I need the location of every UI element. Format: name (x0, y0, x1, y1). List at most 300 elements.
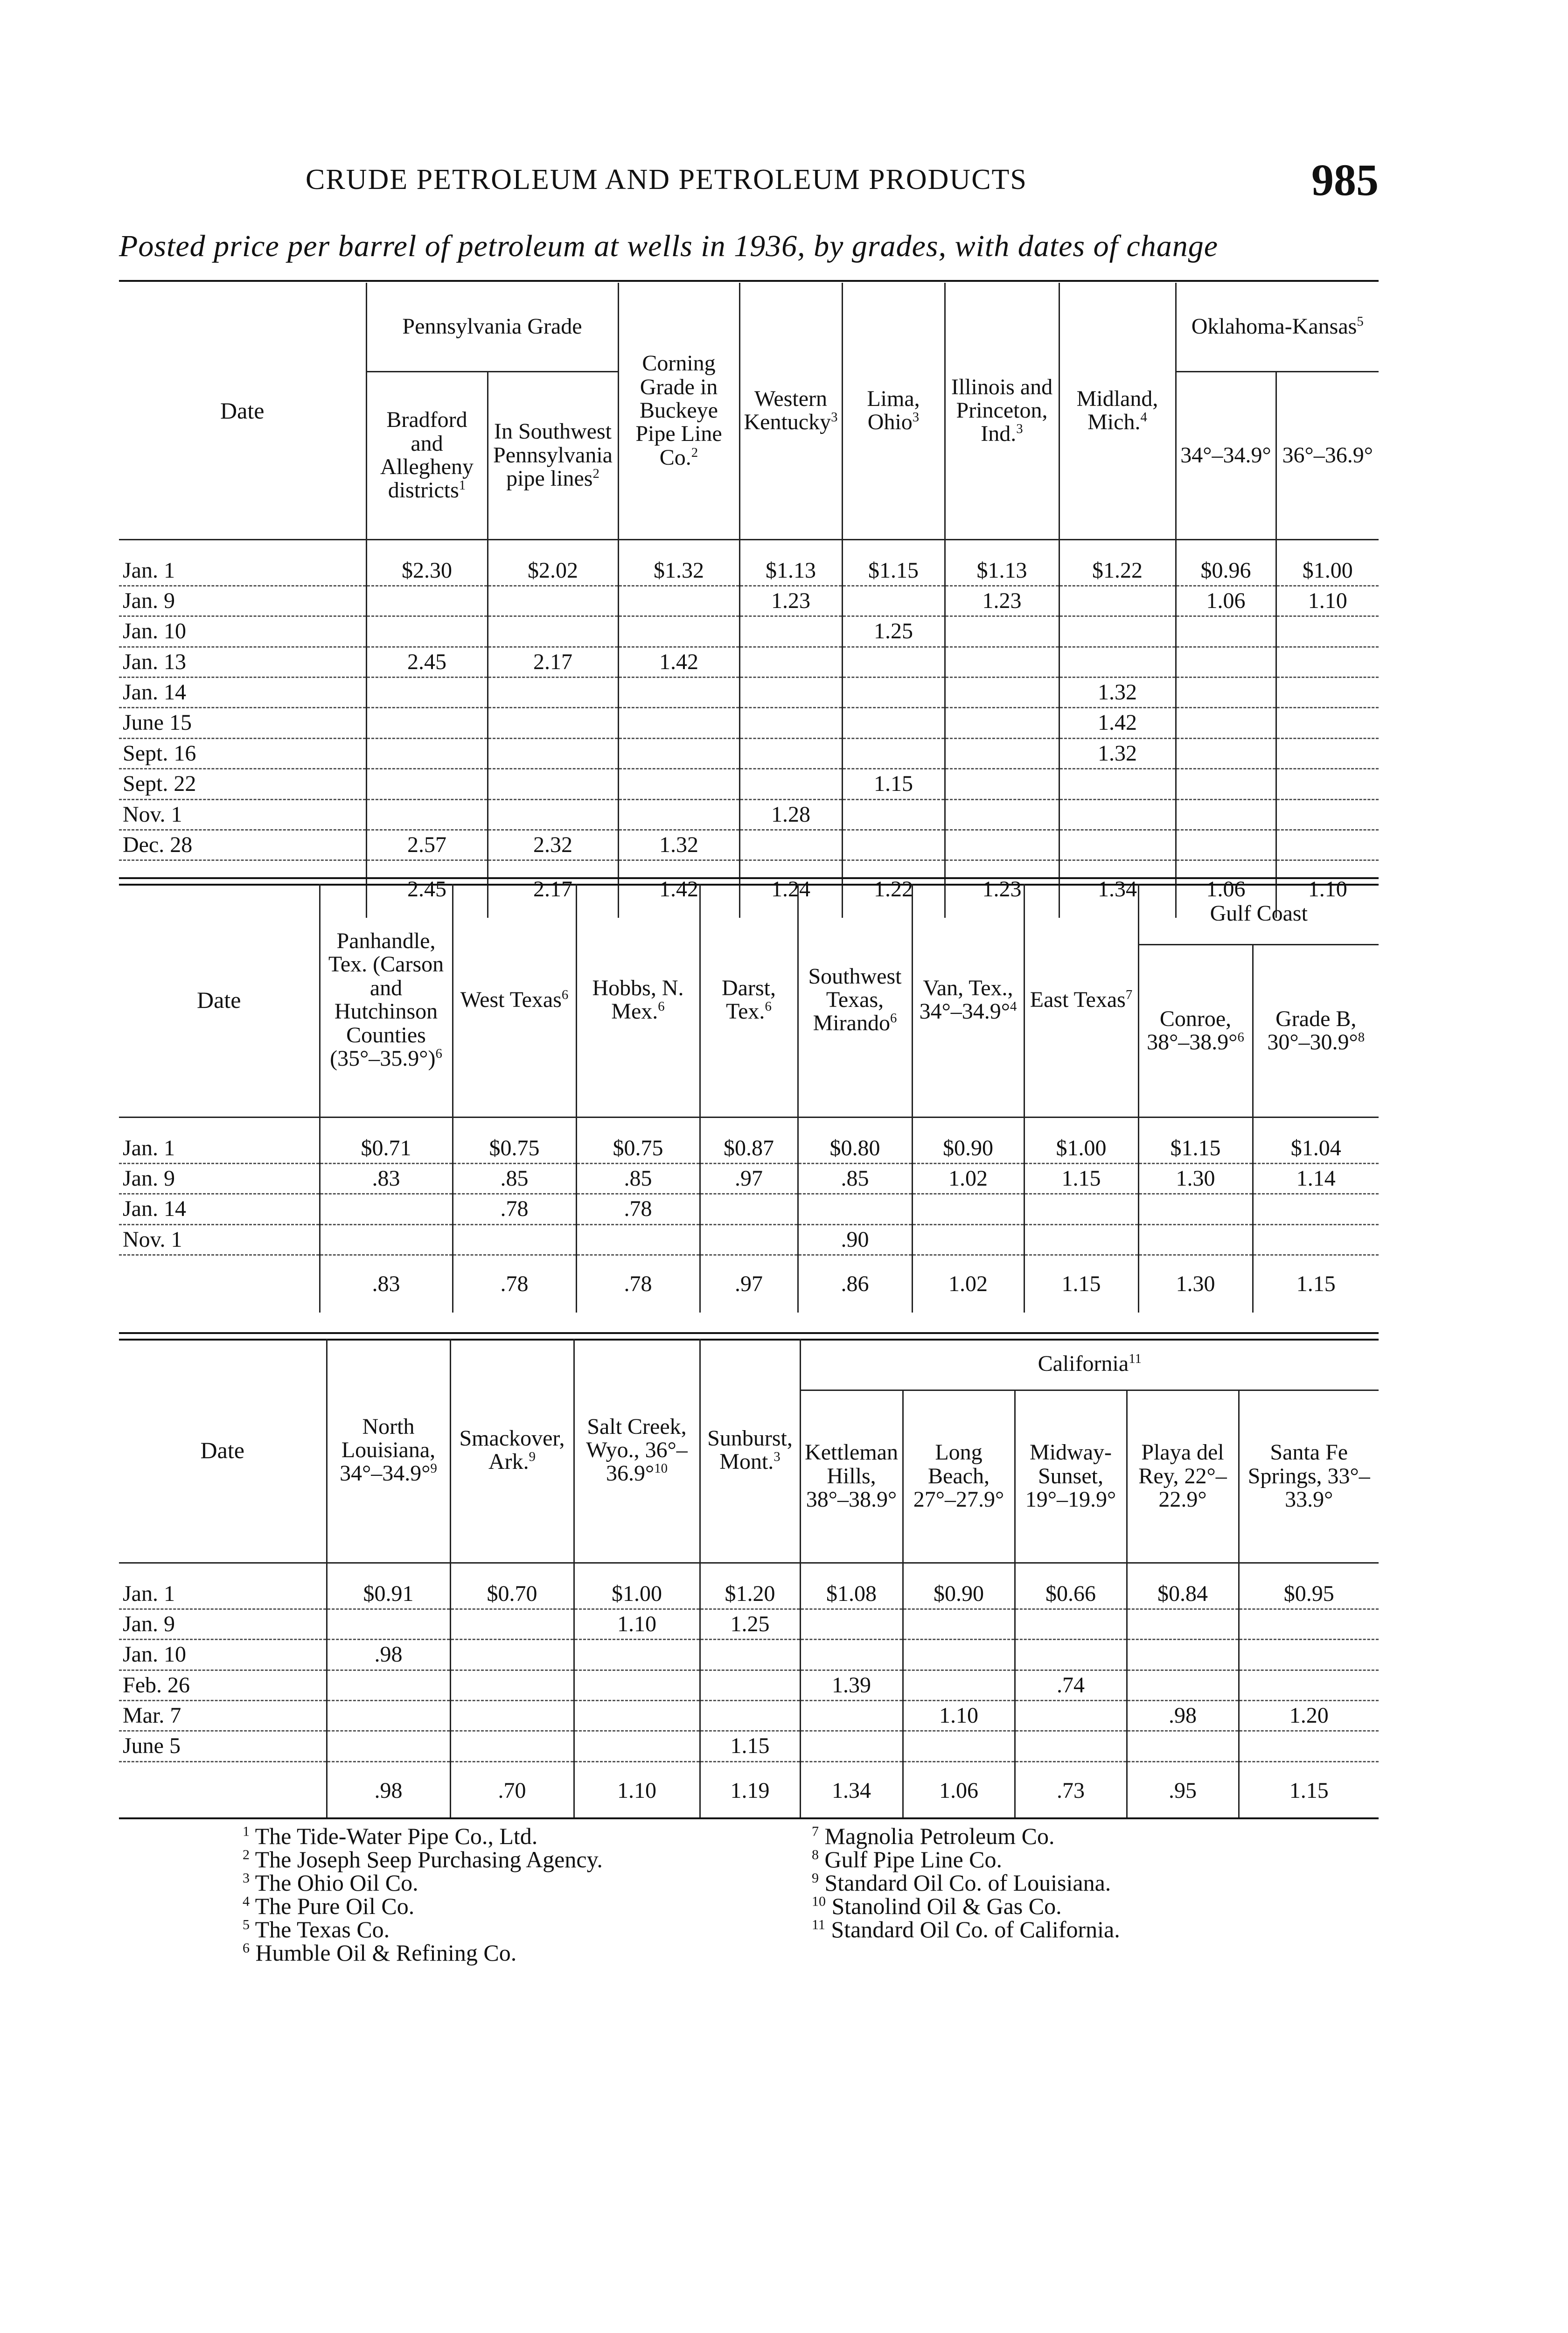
footnotes-left (243, 1824, 603, 1964)
price-cell (618, 616, 739, 647)
footnote-text: Humble Oil & Refining Co. (255, 1940, 517, 1966)
price-cell: .78 (576, 1194, 700, 1224)
column-header: Western Kentucky$^3$ (739, 283, 842, 539)
price-cell: 1.25 (700, 1609, 800, 1639)
price-cell: .85 (576, 1163, 700, 1194)
group-header: Gulf Coast (1138, 884, 1379, 944)
price-cell: 1.15 (700, 1731, 800, 1761)
footnote (243, 1848, 603, 1871)
price-cell: 2.57 (366, 830, 488, 860)
price-table-3 (119, 1339, 1379, 1819)
price-cell (903, 1609, 1015, 1639)
average-cell: 1.19 (700, 1761, 800, 1819)
average-cell: 1.23 (945, 860, 1059, 918)
price-cell (739, 738, 842, 768)
price-cell: $1.04 (1253, 1117, 1379, 1163)
price-cell (1015, 1731, 1127, 1761)
footnote (243, 1871, 603, 1894)
group-header: Pennsylvania Grade (366, 283, 618, 371)
average-cell: 1.10 (574, 1761, 700, 1819)
price-cell (453, 1224, 576, 1255)
average-cell: 1.24 (739, 860, 842, 918)
price-cell (1015, 1609, 1127, 1639)
price-cell (1024, 1224, 1138, 1255)
price-cell (912, 1194, 1024, 1224)
price-cell (945, 647, 1059, 677)
top-rule (119, 280, 1379, 282)
table-row (119, 586, 1379, 616)
price-cell (320, 1194, 453, 1224)
price-cell: 1.28 (739, 799, 842, 830)
price-cell (903, 1640, 1015, 1670)
price-cell: $1.00 (1024, 1117, 1138, 1163)
price-cell (700, 1701, 800, 1731)
price-cell (618, 769, 739, 799)
price-cell (576, 1224, 700, 1255)
row-date: June 5 (119, 1731, 327, 1761)
price-cell (945, 616, 1059, 647)
page-header (119, 154, 1379, 219)
column-header: Bradford and Allegheny districts$^1$ (366, 371, 488, 539)
footnote (243, 1824, 603, 1848)
price-cell (1176, 769, 1276, 799)
table-row (119, 1670, 1379, 1700)
row-date: Jan. 10 (119, 1640, 327, 1670)
table-row (119, 1640, 1379, 1670)
price-cell: $0.71 (320, 1117, 453, 1163)
price-cell: $1.22 (1059, 539, 1176, 586)
footnote-text: Standard Oil Co. of Louisiana. (824, 1870, 1111, 1896)
price-cell: .74 (1015, 1670, 1127, 1700)
price-cell (739, 708, 842, 738)
price-cell: 1.42 (618, 647, 739, 677)
footnote-text: The Joseph Seep Purchasing Agency. (255, 1846, 603, 1872)
price-cell (1276, 830, 1379, 860)
footnote (243, 1918, 603, 1941)
footnote-text: Stanolind Oil & Gas Co. (831, 1893, 1062, 1919)
row-date: Jan. 9 (119, 586, 366, 616)
average-cell: .83 (320, 1255, 453, 1313)
price-cell (1253, 1194, 1379, 1224)
average-cell: 1.02 (912, 1255, 1024, 1313)
price-cell: .98 (1127, 1701, 1239, 1731)
price-cell (366, 799, 488, 830)
table-row (119, 1731, 1379, 1761)
group-header: California$^{11}$ (800, 1339, 1379, 1390)
price-cell (1176, 708, 1276, 738)
average-cell: 2.45 (366, 860, 488, 918)
column-header: Illinois and Princeton, Ind.$^3$ (945, 283, 1059, 539)
row-date: Jan. 9 (119, 1609, 327, 1639)
average-cell: .86 (798, 1255, 912, 1313)
footnote-number: 1 (243, 1823, 250, 1839)
average-cell: .70 (450, 1761, 574, 1819)
price-cell: $1.13 (739, 539, 842, 586)
price-cell: 1.20 (1239, 1701, 1379, 1731)
price-cell: $0.95 (1239, 1563, 1379, 1609)
footnote (812, 1871, 1120, 1894)
average-cell: 1.30 (1138, 1255, 1253, 1313)
footnote-text: The Tide-Water Pipe Co., Ltd. (255, 1823, 538, 1849)
column-header: Conroe, 38°–38.9°$^6$ (1138, 944, 1253, 1117)
footnote-number: 11 (812, 1917, 825, 1933)
price-cell (1059, 830, 1176, 860)
footnote-number: 10 (812, 1893, 826, 1909)
price-cell (842, 738, 945, 768)
price-cell (1127, 1640, 1239, 1670)
average-cell: 1.15 (1253, 1255, 1379, 1313)
average-cell: .98 (327, 1761, 450, 1819)
price-cell (842, 678, 945, 708)
footnote-number: 7 (812, 1823, 819, 1839)
price-cell (1276, 738, 1379, 768)
column-header: East Texas$^7$ (1024, 884, 1138, 1117)
column-header: In Southwest Pennsylvania pipe lines$^2$ (488, 371, 618, 539)
table-row (119, 1194, 1379, 1224)
price-cell: $0.96 (1176, 539, 1276, 586)
footnote (812, 1894, 1120, 1918)
column-header: Southwest Texas, Mirando$^6$ (798, 884, 912, 1117)
price-cell (1239, 1640, 1379, 1670)
average-cell: 1.15 (1024, 1255, 1138, 1313)
price-cell (574, 1701, 700, 1731)
footnote (812, 1918, 1120, 1941)
price-cell (1276, 616, 1379, 647)
table-caption: Posted price per barrel of petroleum at wells in 1936, by grades, with dates of change (119, 229, 1219, 263)
footnote-number: 2 (243, 1847, 250, 1863)
price-cell: $1.13 (945, 539, 1059, 586)
footnote-number: 3 (243, 1870, 250, 1886)
row-date: Jan. 1 (119, 1117, 320, 1163)
price-cell (700, 1640, 800, 1670)
price-cell: 1.02 (912, 1163, 1024, 1194)
price-cell (945, 708, 1059, 738)
price-cell (366, 586, 488, 616)
footnotes-right (812, 1824, 1120, 1941)
column-header: 36°–36.9° (1276, 371, 1379, 539)
price-cell (488, 769, 618, 799)
price-cell (574, 1640, 700, 1670)
price-cell: $0.75 (576, 1117, 700, 1163)
price-cell (842, 647, 945, 677)
price-cell: 1.25 (842, 616, 945, 647)
table-row (119, 830, 1379, 860)
average-cell: 1.06 (903, 1761, 1015, 1819)
column-header: North Louisiana, 34°–34.9°$^9$ (327, 1339, 450, 1563)
price-cell: 1.30 (1138, 1163, 1253, 1194)
table-row (119, 539, 1379, 586)
price-cell (945, 830, 1059, 860)
footnote-number: 5 (243, 1917, 250, 1933)
price-cell (1276, 647, 1379, 677)
price-cell (327, 1670, 450, 1700)
column-header: West Texas$^6$ (453, 884, 576, 1117)
footnote (243, 1941, 603, 1964)
footnote-text: The Texas Co. (255, 1916, 390, 1942)
price-cell (366, 616, 488, 647)
average-cell: .78 (453, 1255, 576, 1313)
price-cell: $0.66 (1015, 1563, 1127, 1609)
row-date: Nov. 1 (119, 1224, 320, 1255)
price-cell: 2.45 (366, 647, 488, 677)
price-cell: $2.30 (366, 539, 488, 586)
price-cell (327, 1731, 450, 1761)
price-cell (945, 769, 1059, 799)
row-date: Nov. 1 (119, 799, 366, 830)
row-date: Mar. 7 (119, 1701, 327, 1731)
average-cell: 1.10 (1276, 860, 1379, 918)
price-cell (1127, 1731, 1239, 1761)
price-cell: 1.15 (1024, 1163, 1138, 1194)
price-cell: 1.10 (903, 1701, 1015, 1731)
average-cell: 1.34 (1059, 860, 1176, 918)
average-cell: 2.17 (488, 860, 618, 918)
price-cell (1176, 830, 1276, 860)
table-row (119, 647, 1379, 677)
group-header: Oklahoma-Kansas$^5$ (1176, 283, 1379, 371)
column-header: 34°–34.9° (1176, 371, 1276, 539)
price-cell (798, 1194, 912, 1224)
price-cell: 1.39 (800, 1670, 903, 1700)
price-cell (945, 678, 1059, 708)
price-table-2 (119, 884, 1379, 1313)
price-cell (366, 738, 488, 768)
footnote-text: The Pure Oil Co. (255, 1893, 415, 1919)
average-cell: 1.22 (842, 860, 945, 918)
column-header: Lima, Ohio$^3$ (842, 283, 945, 539)
bottom-rule (119, 1817, 1379, 1819)
price-cell (1276, 769, 1379, 799)
price-cell (450, 1731, 574, 1761)
price-cell (488, 708, 618, 738)
price-cell: .83 (320, 1163, 453, 1194)
price-cell: .85 (798, 1163, 912, 1194)
column-header: Corning Grade in Buckeye Pipe Line Co.$^2$ (618, 283, 739, 539)
table-row (119, 799, 1379, 830)
price-cell (1059, 586, 1176, 616)
footnote-number: 6 (243, 1940, 250, 1956)
price-cell (700, 1224, 798, 1255)
price-cell (1138, 1194, 1253, 1224)
price-cell (700, 1670, 800, 1700)
price-cell (1239, 1670, 1379, 1700)
average-cell: 1.42 (618, 860, 739, 918)
price-cell (488, 678, 618, 708)
price-cell (903, 1731, 1015, 1761)
price-cell: 1.10 (574, 1609, 700, 1639)
price-cell: $1.00 (574, 1563, 700, 1609)
price-cell (739, 830, 842, 860)
price-cell (320, 1224, 453, 1255)
date-header: Date (119, 1339, 327, 1563)
average-label (119, 1255, 320, 1313)
row-date: Jan. 1 (119, 1563, 327, 1609)
price-cell: 2.17 (488, 647, 618, 677)
price-cell: 1.10 (1276, 586, 1379, 616)
price-cell: 1.14 (1253, 1163, 1379, 1194)
price-cell: .78 (453, 1194, 576, 1224)
price-cell (618, 799, 739, 830)
price-cell (1059, 647, 1176, 677)
price-cell (945, 738, 1059, 768)
price-cell (842, 830, 945, 860)
price-cell (800, 1731, 903, 1761)
row-date: Sept. 22 (119, 769, 366, 799)
price-table-1 (119, 283, 1379, 918)
footnote (812, 1824, 1120, 1848)
price-cell (945, 799, 1059, 830)
price-cell (618, 586, 739, 616)
price-cell: $1.20 (700, 1563, 800, 1609)
price-cell (842, 586, 945, 616)
column-header: Hobbs, N. Mex.$^6$ (576, 884, 700, 1117)
table-row (119, 1563, 1379, 1609)
price-cell (327, 1701, 450, 1731)
average-cell: 1.34 (800, 1761, 903, 1819)
price-cell (488, 586, 618, 616)
price-cell (1176, 799, 1276, 830)
row-date: Jan. 14 (119, 678, 366, 708)
column-header: Kettleman Hills, 38°–38.9° (800, 1390, 903, 1563)
price-cell: $1.00 (1276, 539, 1379, 586)
price-cell: .85 (453, 1163, 576, 1194)
price-cell (450, 1670, 574, 1700)
price-cell (1127, 1670, 1239, 1700)
date-header: Date (119, 884, 320, 1117)
row-date: Feb. 26 (119, 1670, 327, 1700)
price-cell: 1.42 (1059, 708, 1176, 738)
average-cell: .97 (700, 1255, 798, 1313)
price-cell (1059, 799, 1176, 830)
price-cell (903, 1670, 1015, 1700)
price-cell: 1.23 (739, 586, 842, 616)
price-cell: 1.32 (1059, 678, 1176, 708)
price-cell (1015, 1640, 1127, 1670)
column-header: Grade B, 30°–30.9°$^8$ (1253, 944, 1379, 1117)
footnote (812, 1848, 1120, 1871)
price-cell (450, 1609, 574, 1639)
footnote-text: Gulf Pipe Line Co. (824, 1846, 1003, 1872)
footnote-text: Magnolia Petroleum Co. (824, 1823, 1055, 1849)
price-cell (1276, 708, 1379, 738)
price-cell (327, 1609, 450, 1639)
price-cell (739, 647, 842, 677)
price-cell (488, 738, 618, 768)
price-cell (1176, 678, 1276, 708)
column-header: Midway-Sunset, 19°–19.9° (1015, 1390, 1127, 1563)
price-cell: 1.23 (945, 586, 1059, 616)
price-cell: $1.15 (1138, 1117, 1253, 1163)
price-cell (1239, 1609, 1379, 1639)
column-header: Playa del Rey, 22°–22.9° (1127, 1390, 1239, 1563)
price-cell (1176, 738, 1276, 768)
price-cell (618, 678, 739, 708)
price-cell (366, 678, 488, 708)
price-cell: $0.80 (798, 1117, 912, 1163)
price-cell (1276, 678, 1379, 708)
price-cell (800, 1640, 903, 1670)
row-date: Jan. 1 (119, 539, 366, 586)
average-cell: .95 (1127, 1761, 1239, 1819)
footnote-text: Standard Oil Co. of California. (831, 1916, 1120, 1942)
table-row (119, 738, 1379, 768)
table-row (119, 769, 1379, 799)
table-row (119, 1163, 1379, 1194)
price-cell: $0.90 (903, 1563, 1015, 1609)
page-number: 985 (1311, 155, 1379, 205)
column-header: Sunburst, Mont.$^3$ (700, 1339, 800, 1563)
table-row (119, 678, 1379, 708)
price-cell: $1.32 (618, 539, 739, 586)
row-date: Jan. 10 (119, 616, 366, 647)
price-cell (1024, 1194, 1138, 1224)
running-title: CRUDE PETROLEUM AND PETROLEUM PRODUCTS (306, 164, 1027, 196)
footnote-text: The Ohio Oil Co. (255, 1870, 418, 1896)
price-cell (366, 769, 488, 799)
price-cell: 1.15 (842, 769, 945, 799)
price-cell (450, 1701, 574, 1731)
table-row (119, 1609, 1379, 1639)
price-cell (1239, 1731, 1379, 1761)
average-row (119, 1761, 1379, 1819)
price-cell (1253, 1224, 1379, 1255)
price-cell: $2.02 (488, 539, 618, 586)
price-cell: .98 (327, 1640, 450, 1670)
row-date: June 15 (119, 708, 366, 738)
price-cell: $1.08 (800, 1563, 903, 1609)
footnote-number: 8 (812, 1847, 819, 1863)
price-cell (450, 1640, 574, 1670)
price-cell: 1.32 (618, 830, 739, 860)
price-cell: $0.90 (912, 1117, 1024, 1163)
column-header: Van, Tex., 34°–34.9°$^4$ (912, 884, 1024, 1117)
average-cell: 1.15 (1239, 1761, 1379, 1819)
row-date: Jan. 13 (119, 647, 366, 677)
column-header: Panhandle, Tex. (Carson and Hutchinson Counties $(35^\circ-35.9^\circ)^6$ (320, 884, 453, 1117)
price-cell (1276, 799, 1379, 830)
price-cell: $0.70 (450, 1563, 574, 1609)
table-row (119, 616, 1379, 647)
price-cell (912, 1224, 1024, 1255)
price-cell: $0.87 (700, 1117, 798, 1163)
row-date: Sept. 16 (119, 738, 366, 768)
date-header: Date (119, 283, 366, 539)
price-cell: $0.75 (453, 1117, 576, 1163)
price-cell (739, 616, 842, 647)
footnote (243, 1894, 603, 1918)
column-header: Long Beach, 27°–27.9° (903, 1390, 1015, 1563)
price-cell: $0.84 (1127, 1563, 1239, 1609)
price-cell: .97 (700, 1163, 798, 1194)
price-cell: 1.06 (1176, 586, 1276, 616)
price-cell (366, 708, 488, 738)
price-cell (618, 738, 739, 768)
price-cell (1127, 1609, 1239, 1639)
price-cell (842, 799, 945, 830)
table-row (119, 708, 1379, 738)
price-cell (1176, 647, 1276, 677)
column-header: Salt Creek, Wyo., 36°–36.9°$^{10}$ (574, 1339, 700, 1563)
price-cell (1015, 1701, 1127, 1731)
price-cell (574, 1670, 700, 1700)
footnote-number: 4 (243, 1893, 250, 1909)
table-row (119, 1117, 1379, 1163)
average-row (119, 1255, 1379, 1313)
price-cell (800, 1609, 903, 1639)
column-header: Midland, Mich.$^4$ (1059, 283, 1176, 539)
average-cell: .78 (576, 1255, 700, 1313)
price-cell (618, 708, 739, 738)
